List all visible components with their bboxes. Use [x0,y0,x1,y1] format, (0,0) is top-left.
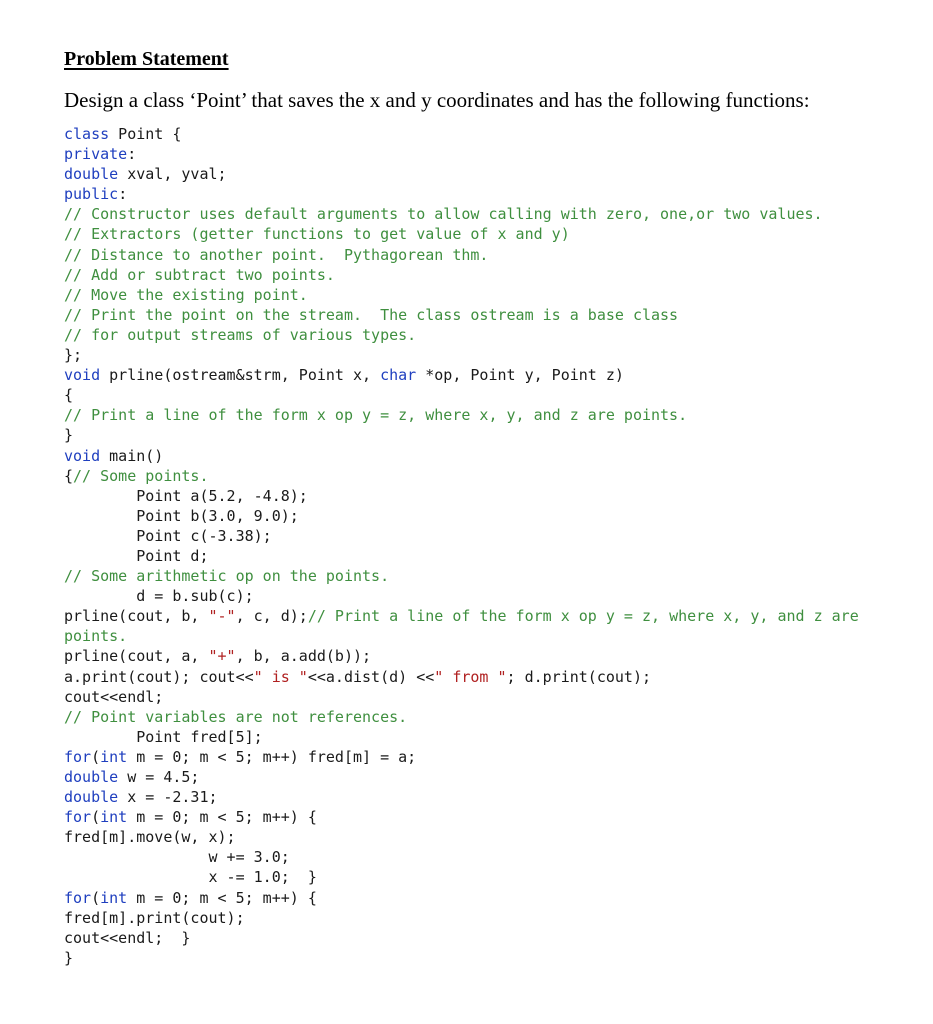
code-line [64,164,859,184]
code-keyword: char [380,366,417,385]
code-comment: // Point variables are not references. [64,707,408,726]
code-line [64,365,859,385]
code-line [64,466,859,486]
code-keyword: int [100,808,128,827]
code-line [64,667,859,687]
code-line [64,787,859,807]
code-text: Point { [109,125,182,143]
code-line [64,867,859,887]
code-line [64,747,859,767]
code-text: Point b(3.0, 9.0); [64,506,299,525]
code-keyword: int [100,888,128,907]
code-comment: // Distance to another point. Pythagorean thm. [64,245,489,264]
code-line [64,586,859,606]
code-comment: // Some arithmetic op on the points. [64,567,390,586]
code-text: a.print(cout); cout<< [64,667,254,686]
code-keyword: public [64,185,119,204]
code-text: , b, a.add(b)); [235,647,372,666]
code-line [64,928,859,948]
code-line [64,385,859,405]
code-text: , c, d); [235,607,308,626]
code-line [64,827,859,847]
code-text: ( [91,747,101,766]
code-text: } [64,426,74,445]
code-string: " from " [434,667,507,686]
code-text: cout<<endl; [64,687,164,706]
code-text: x = -2.31; [118,788,218,807]
code-text: xval, yval; [118,165,227,184]
code-comment: // Some points. [73,466,209,485]
code-line [64,566,859,586]
code-line [64,305,859,325]
code-text: main() [100,446,164,465]
code-comment: // Move the existing point. [64,285,308,304]
code-line [64,888,859,908]
code-line [64,446,859,466]
code-text: cout<<endl; } [64,928,191,947]
code-line [64,405,859,425]
code-comment: // Print a line of the form x op y = z, where x, y, and z are points. [64,406,688,425]
code-keyword: for [64,888,92,907]
code-comment: points. [64,627,128,646]
code-line [64,767,859,787]
code-line [64,325,859,345]
code-text: m = 0; m < 5; m++) { [127,888,317,907]
code-text: Point fred[5]; [64,727,263,746]
code-line [64,345,859,365]
code-text: { [64,386,74,405]
code-keyword: void [64,366,101,385]
code-text: ( [91,888,101,907]
code-keyword: int [100,747,128,766]
code-text: ( [91,808,101,827]
code-line [64,707,859,727]
code-line [64,144,859,164]
code-keyword: double [64,768,119,786]
code-line [64,807,859,827]
code-block [64,124,859,968]
code-text: { [64,466,74,485]
code-text: : [127,145,137,164]
code-comment: // Extractors (getter functions to get value of x and y) [64,225,570,244]
code-line [64,245,859,265]
code-text: Point d; [64,546,209,565]
code-line [64,546,859,566]
code-text: Point c(-3.38); [64,526,272,545]
code-line [64,948,859,968]
code-text: } [64,948,74,967]
code-line [64,204,859,224]
code-keyword: for [64,808,92,827]
code-comment: // Print the point on the stream. The class ostream is a base class [64,305,679,324]
code-text: prline(cout, a, [64,647,209,666]
code-string: " is " [253,667,308,686]
code-text: m = 0; m < 5; m++) { [127,808,317,827]
code-text: w = 4.5; [118,768,200,786]
code-keyword: for [64,747,92,766]
code-text: }; [64,346,83,365]
code-keyword: class [64,125,110,143]
code-comment: // Constructor uses default arguments to allow calling with zero, one,or two values. [64,205,823,224]
code-line [64,727,859,747]
code-text: w += 3.0; [64,848,290,867]
code-text: fred[m].move(w, x); [64,828,236,847]
code-line [64,486,859,506]
code-line [64,506,859,526]
code-text: fred[m].print(cout); [64,908,245,927]
code-line [64,606,859,626]
code-line [64,285,859,305]
code-keyword: double [64,165,119,184]
code-text: *op, Point y, Point z) [416,366,624,385]
code-comment: // Print a line of the form x op y = z, where x, y, and z are [307,607,859,626]
code-text: <<a.dist(d) << [307,667,435,686]
code-string: "-" [208,607,236,626]
problem-statement-heading: Problem Statement [64,48,229,70]
code-text: ; d.print(cout); [506,667,652,686]
code-comment: // Add or subtract two points. [64,265,335,284]
code-line [64,265,859,285]
code-keyword: private [64,145,128,164]
code-line [64,847,859,867]
code-line [64,626,859,646]
code-line [64,425,859,445]
code-line [64,224,859,244]
code-text: Point a(5.2, -4.8); [64,486,308,505]
code-text: m = 0; m < 5; m++) fred[m] = a; [127,747,417,766]
code-keyword: void [64,446,101,465]
code-text: : [118,185,128,204]
code-line [64,124,859,144]
code-string: "+" [208,647,236,666]
code-text: prline(ostream&strm, Point x, [100,366,381,385]
code-text: d = b.sub(c); [64,587,254,606]
code-line [64,646,859,666]
code-line [64,687,859,707]
code-text: x -= 1.0; } [64,868,317,887]
code-line [64,526,859,546]
code-keyword: double [64,788,119,807]
code-line [64,908,859,928]
code-comment: // for output streams of various types. [64,325,417,344]
code-line [64,184,859,204]
code-text: prline(cout, b, [64,607,209,626]
intro-paragraph: Design a class ‘Point’ that saves the x and y coordinates and has the following functions: [64,88,810,112]
